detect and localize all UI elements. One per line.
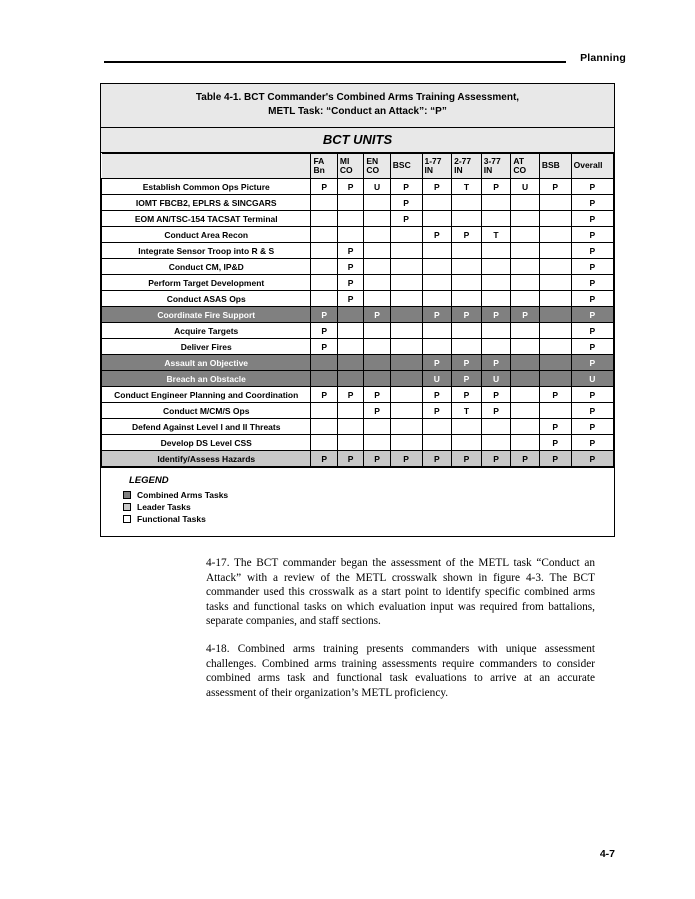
- task-label-cell: Conduct Area Recon: [102, 227, 311, 243]
- rating-cell: P: [452, 387, 482, 403]
- rating-cell: [364, 275, 390, 291]
- rating-cell: P: [571, 179, 613, 195]
- legend-item-leader: [123, 502, 614, 512]
- rating-cell: P: [452, 355, 482, 371]
- rating-cell: [422, 323, 452, 339]
- paragraph-4-17: 4-17. The BCT commander began the assessment of the METL task “Conduct an Attack” with a review of the METL crosswalk shown in figure 4-3. The BCT commander used this crosswalk as a start point to identify specific combined arms tasks and functional tasks on which evaluation input was required from battalions, separate companies, and staff sections.: [206, 557, 595, 628]
- rating-cell: [390, 307, 422, 323]
- task-label-cell: Develop DS Level CSS: [102, 435, 311, 451]
- rating-cell: P: [571, 243, 613, 259]
- rating-cell: [311, 211, 337, 227]
- rating-cell: [511, 403, 540, 419]
- rating-cell: P: [539, 451, 571, 467]
- rating-cell: [390, 227, 422, 243]
- rating-cell: [390, 371, 422, 387]
- rating-cell: P: [481, 403, 511, 419]
- rating-cell: [337, 371, 363, 387]
- rating-cell: [390, 291, 422, 307]
- table-row: [102, 403, 614, 419]
- rating-cell: [364, 371, 390, 387]
- rating-cell: P: [422, 387, 452, 403]
- rating-cell: P: [390, 211, 422, 227]
- rating-cell: [539, 259, 571, 275]
- paragraph-4-18: 4-18. Combined arms training presents commanders with unique assessment challenges. Combined arms training assessments require commanders to consider combined arms task and functional task evaluations to arrive at an accurate assessment of their organization’s METL proficiency.: [206, 642, 595, 699]
- table-row: [102, 211, 614, 227]
- rating-cell: [511, 275, 540, 291]
- rating-cell: [311, 291, 337, 307]
- rating-cell: P: [364, 387, 390, 403]
- rating-cell: [337, 195, 363, 211]
- rating-cell: [452, 291, 482, 307]
- rating-cell: [452, 275, 482, 291]
- table-caption-line-1: Table 4-1. BCT Commander's Combined Arms Training Assessment,: [195, 92, 520, 103]
- rating-cell: P: [337, 275, 363, 291]
- rating-cell: [452, 435, 482, 451]
- rating-cell: P: [337, 451, 363, 467]
- rating-cell: P: [337, 243, 363, 259]
- rating-cell: [337, 227, 363, 243]
- rating-cell: P: [571, 259, 613, 275]
- rating-cell: [539, 211, 571, 227]
- rating-cell: [390, 387, 422, 403]
- rating-cell: [337, 435, 363, 451]
- rating-cell: [539, 195, 571, 211]
- rating-cell: [452, 195, 482, 211]
- rating-cell: [311, 275, 337, 291]
- rating-cell: [337, 403, 363, 419]
- rating-cell: [452, 419, 482, 435]
- table-units-header: BCT UNITS: [101, 128, 614, 153]
- table-row: [102, 435, 614, 451]
- rating-cell: P: [311, 451, 337, 467]
- rating-cell: [311, 195, 337, 211]
- rating-cell: [511, 435, 540, 451]
- rating-cell: [390, 339, 422, 355]
- table-caption-line-2: METL Task: “Conduct an Attack”: “P”: [268, 106, 447, 117]
- task-label-cell: Conduct M/CM/S Ops: [102, 403, 311, 419]
- column-header-2-77-in: 2-77 IN: [452, 154, 482, 179]
- rating-cell: [481, 435, 511, 451]
- header-rule: [104, 61, 566, 63]
- rating-cell: P: [452, 451, 482, 467]
- rating-cell: [539, 355, 571, 371]
- column-header-task: [102, 154, 311, 179]
- rating-cell: P: [481, 387, 511, 403]
- task-label-cell: Conduct CM, IP&D: [102, 259, 311, 275]
- page-number: 4-7: [599, 848, 615, 860]
- table-caption: [101, 84, 614, 128]
- rating-cell: [364, 259, 390, 275]
- rating-cell: [311, 403, 337, 419]
- rating-cell: P: [571, 339, 613, 355]
- rating-cell: [511, 323, 540, 339]
- rating-cell: P: [422, 451, 452, 467]
- rating-cell: P: [571, 355, 613, 371]
- task-label-cell: Defend Against Level I and II Threats: [102, 419, 311, 435]
- rating-cell: [311, 435, 337, 451]
- body-text: [206, 556, 595, 713]
- rating-cell: P: [311, 323, 337, 339]
- task-label-cell: Establish Common Ops Picture: [102, 179, 311, 195]
- rating-cell: P: [571, 211, 613, 227]
- column-header-mi-co: MI CO: [337, 154, 363, 179]
- table-row: [102, 275, 614, 291]
- header-title: Planning: [580, 52, 626, 64]
- rating-cell: [364, 211, 390, 227]
- rating-cell: P: [571, 451, 613, 467]
- rating-cell: P: [422, 307, 452, 323]
- legend-swatch-leader-icon: [123, 503, 131, 511]
- table-legend: [101, 467, 614, 536]
- rating-cell: [452, 211, 482, 227]
- rating-cell: P: [571, 403, 613, 419]
- rating-cell: T: [452, 403, 482, 419]
- rating-cell: [422, 339, 452, 355]
- rating-cell: P: [364, 451, 390, 467]
- rating-cell: [390, 435, 422, 451]
- metl-table: [101, 153, 614, 467]
- rating-cell: [364, 339, 390, 355]
- table-row: [102, 339, 614, 355]
- task-label-cell: EOM AN/TSC-154 TACSAT Terminal: [102, 211, 311, 227]
- rating-cell: [422, 195, 452, 211]
- page-header: [104, 52, 626, 72]
- legend-swatch-functional-icon: [123, 515, 131, 523]
- rating-cell: [337, 355, 363, 371]
- metl-table-body: [102, 179, 614, 467]
- rating-cell: U: [481, 371, 511, 387]
- rating-cell: P: [571, 291, 613, 307]
- rating-cell: [390, 355, 422, 371]
- column-header-bsc: BSC: [390, 154, 422, 179]
- rating-cell: [311, 227, 337, 243]
- rating-cell: [364, 419, 390, 435]
- legend-label-functional: Functional Tasks: [137, 514, 206, 524]
- legend-item-functional: [123, 514, 614, 524]
- rating-cell: [337, 323, 363, 339]
- task-label-cell: Deliver Fires: [102, 339, 311, 355]
- rating-cell: [481, 243, 511, 259]
- table-row: [102, 451, 614, 467]
- rating-cell: [364, 355, 390, 371]
- rating-cell: [452, 339, 482, 355]
- task-label-cell: Conduct ASAS Ops: [102, 291, 311, 307]
- rating-cell: [390, 259, 422, 275]
- rating-cell: [511, 227, 540, 243]
- rating-cell: [422, 211, 452, 227]
- rating-cell: [422, 243, 452, 259]
- rating-cell: [311, 355, 337, 371]
- rating-cell: [511, 387, 540, 403]
- rating-cell: P: [422, 227, 452, 243]
- rating-cell: P: [364, 307, 390, 323]
- rating-cell: P: [364, 403, 390, 419]
- rating-cell: P: [511, 307, 540, 323]
- rating-cell: P: [390, 195, 422, 211]
- rating-cell: [481, 291, 511, 307]
- rating-cell: [422, 259, 452, 275]
- rating-cell: P: [311, 387, 337, 403]
- rating-cell: P: [511, 451, 540, 467]
- rating-cell: P: [452, 371, 482, 387]
- rating-cell: [390, 419, 422, 435]
- legend-title: LEGEND: [129, 475, 169, 486]
- rating-cell: [364, 435, 390, 451]
- rating-cell: [422, 275, 452, 291]
- rating-cell: [337, 211, 363, 227]
- table-row: [102, 387, 614, 403]
- table-row: [102, 291, 614, 307]
- rating-cell: [511, 339, 540, 355]
- rating-cell: P: [481, 179, 511, 195]
- rating-cell: P: [539, 179, 571, 195]
- rating-cell: P: [481, 355, 511, 371]
- column-header-bsb: BSB: [539, 154, 571, 179]
- rating-cell: [511, 291, 540, 307]
- table-row: [102, 419, 614, 435]
- rating-cell: [452, 243, 482, 259]
- rating-cell: [511, 195, 540, 211]
- rating-cell: [364, 195, 390, 211]
- task-label-cell: Perform Target Development: [102, 275, 311, 291]
- rating-cell: [539, 275, 571, 291]
- rating-cell: [337, 339, 363, 355]
- rating-cell: [539, 371, 571, 387]
- rating-cell: U: [364, 179, 390, 195]
- rating-cell: [511, 355, 540, 371]
- rating-cell: P: [571, 435, 613, 451]
- rating-cell: [539, 323, 571, 339]
- rating-cell: P: [337, 179, 363, 195]
- column-header-fa-bn: FA Bn: [311, 154, 337, 179]
- rating-cell: [390, 275, 422, 291]
- rating-cell: P: [311, 339, 337, 355]
- rating-cell: P: [539, 387, 571, 403]
- rating-cell: [311, 419, 337, 435]
- column-header-3-77-in: 3-77 IN: [481, 154, 511, 179]
- rating-cell: [311, 259, 337, 275]
- task-label-cell: Identify/Assess Hazards: [102, 451, 311, 467]
- table-row: [102, 179, 614, 195]
- rating-cell: P: [571, 323, 613, 339]
- rating-cell: [390, 403, 422, 419]
- rating-cell: [539, 307, 571, 323]
- rating-cell: P: [337, 387, 363, 403]
- task-label-cell: Acquire Targets: [102, 323, 311, 339]
- rating-cell: T: [452, 179, 482, 195]
- rating-cell: [364, 243, 390, 259]
- rating-cell: [481, 275, 511, 291]
- rating-cell: [337, 419, 363, 435]
- rating-cell: P: [481, 307, 511, 323]
- rating-cell: P: [311, 179, 337, 195]
- rating-cell: [481, 339, 511, 355]
- rating-cell: [481, 419, 511, 435]
- rating-cell: P: [390, 179, 422, 195]
- rating-cell: [390, 243, 422, 259]
- rating-cell: P: [452, 227, 482, 243]
- metl-assessment-table-box: [100, 83, 615, 537]
- rating-cell: [422, 291, 452, 307]
- metl-header-row: [102, 154, 614, 179]
- rating-cell: [422, 419, 452, 435]
- rating-cell: [422, 435, 452, 451]
- rating-cell: P: [571, 307, 613, 323]
- rating-cell: P: [539, 435, 571, 451]
- rating-cell: U: [422, 371, 452, 387]
- rating-cell: P: [337, 259, 363, 275]
- rating-cell: [539, 339, 571, 355]
- rating-cell: P: [539, 419, 571, 435]
- rating-cell: P: [452, 307, 482, 323]
- rating-cell: [539, 291, 571, 307]
- column-header-1-77-in: 1-77 IN: [422, 154, 452, 179]
- task-label-cell: Breach an Obstacle: [102, 371, 311, 387]
- rating-cell: [364, 291, 390, 307]
- task-label-cell: Conduct Engineer Planning and Coordination: [102, 387, 311, 403]
- table-row: [102, 243, 614, 259]
- rating-cell: [481, 259, 511, 275]
- rating-cell: [481, 211, 511, 227]
- rating-cell: P: [311, 307, 337, 323]
- rating-cell: [452, 259, 482, 275]
- rating-cell: U: [511, 179, 540, 195]
- rating-cell: P: [337, 291, 363, 307]
- legend-item-combined-arms: [123, 490, 614, 500]
- table-row: [102, 307, 614, 323]
- rating-cell: P: [571, 227, 613, 243]
- rating-cell: [511, 371, 540, 387]
- column-header-at-co: AT CO: [511, 154, 540, 179]
- task-label-cell: Assault an Objective: [102, 355, 311, 371]
- legend-label-combined-arms: Combined Arms Tasks: [137, 490, 229, 500]
- rating-cell: U: [571, 371, 613, 387]
- rating-cell: [539, 227, 571, 243]
- rating-cell: [511, 211, 540, 227]
- rating-cell: [539, 403, 571, 419]
- table-row: [102, 259, 614, 275]
- rating-cell: [452, 323, 482, 339]
- rating-cell: P: [422, 355, 452, 371]
- table-row: [102, 371, 614, 387]
- task-label-cell: IOMT FBCB2, EPLRS & SINCGARS: [102, 195, 311, 211]
- table-row: [102, 323, 614, 339]
- table-row: [102, 227, 614, 243]
- rating-cell: P: [571, 387, 613, 403]
- rating-cell: [481, 195, 511, 211]
- rating-cell: [311, 371, 337, 387]
- column-header-overall: Overall: [571, 154, 613, 179]
- task-label-cell: Integrate Sensor Troop into R & S: [102, 243, 311, 259]
- rating-cell: [311, 243, 337, 259]
- rating-cell: P: [390, 451, 422, 467]
- rating-cell: P: [571, 275, 613, 291]
- rating-cell: P: [571, 195, 613, 211]
- rating-cell: [481, 323, 511, 339]
- rating-cell: [511, 419, 540, 435]
- rating-cell: [390, 323, 422, 339]
- column-header-en-co: EN CO: [364, 154, 390, 179]
- rating-cell: [364, 227, 390, 243]
- rating-cell: T: [481, 227, 511, 243]
- rating-cell: P: [422, 403, 452, 419]
- legend-label-leader: Leader Tasks: [137, 502, 191, 512]
- table-row: [102, 195, 614, 211]
- rating-cell: [539, 243, 571, 259]
- table-row: [102, 355, 614, 371]
- rating-cell: [337, 307, 363, 323]
- rating-cell: P: [422, 179, 452, 195]
- metl-table-head: [102, 154, 614, 179]
- rating-cell: [511, 259, 540, 275]
- legend-swatch-combined-icon: [123, 491, 131, 499]
- rating-cell: P: [571, 419, 613, 435]
- rating-cell: [511, 243, 540, 259]
- rating-cell: P: [481, 451, 511, 467]
- task-label-cell: Coordinate Fire Support: [102, 307, 311, 323]
- rating-cell: [364, 323, 390, 339]
